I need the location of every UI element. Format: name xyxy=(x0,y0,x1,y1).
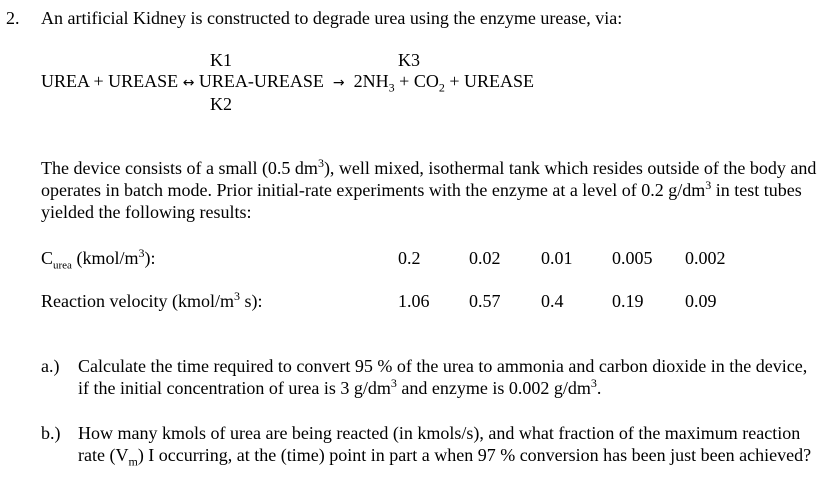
table-cell: 0.19 xyxy=(612,291,644,311)
reactant-urease: UREASE xyxy=(108,71,179,91)
table-cell: 0.57 xyxy=(469,291,501,311)
row-label-reaction-velocity: Reaction velocity ($kmol/m^3$ s): xyxy=(41,289,263,311)
table-cell: 0.09 xyxy=(685,291,717,311)
problem-intro: An artificial Kidney is constructed to degrade urea using the enzyme urease, via: xyxy=(41,8,623,28)
table-cell: 0.01 xyxy=(541,248,573,268)
device-description: The device consists of a small (0.5 $dm^3$), well mixed, isothermal tank which resides outside of the body and operates in batch mode. Prior initial-rate experiments with the enzyme at a level of 0.2 $g/dm^3$ in test tubes yielded the following results: xyxy=(41,156,817,222)
reaction-equation xyxy=(41,71,534,95)
product-ammonia: $2NH_3$ xyxy=(353,71,395,95)
product-urease: UREASE xyxy=(463,71,534,91)
rate-constant-k2: K2 xyxy=(210,94,232,114)
plus-sign: + xyxy=(399,71,410,91)
table-cell: 0.02 xyxy=(469,248,501,268)
table-cell: 1.06 xyxy=(398,291,430,311)
plus-sign: + xyxy=(93,71,104,91)
rate-constant-k3: K3 xyxy=(398,50,420,70)
reversible-arrow-icon: ↔ xyxy=(182,75,195,91)
table-cell: 0.4 xyxy=(541,291,564,311)
reactant-urea: UREA xyxy=(41,71,90,91)
question-a-label: a.) xyxy=(41,356,60,376)
table-cell: 0.002 xyxy=(685,248,726,268)
complex-urea-urease: UREA-UREASE xyxy=(198,71,324,91)
forward-arrow-icon: → xyxy=(332,75,345,91)
question-a-text: Calculate the time required to convert 95 % of the urea to ammonia and carbon dioxide in the device, if the initial concentration of urea is 3 $g/dm^3$ and enzyme is 0.002 $g/dm^3$. xyxy=(78,356,808,398)
table-cell: 0.005 xyxy=(612,248,653,268)
product-co2: $CO_2$ xyxy=(413,71,445,95)
rate-constant-k1: K1 xyxy=(210,50,232,70)
plus-sign: + xyxy=(449,71,460,91)
question-b-text: How many kmols of urea are being reacted (in kmols/s), and what fraction of the maximum reaction rate $(V_m)$ I occurring, at the (time) point in part a when 97 % conversion has been just been achieved? xyxy=(78,423,812,469)
problem-number: 2. xyxy=(6,8,20,28)
question-b-label: b.) xyxy=(41,423,61,443)
table-cell: 0.2 xyxy=(398,248,421,268)
row-label-concentration: $C_{urea}$ $(kmol/m^3)$: xyxy=(41,246,156,272)
